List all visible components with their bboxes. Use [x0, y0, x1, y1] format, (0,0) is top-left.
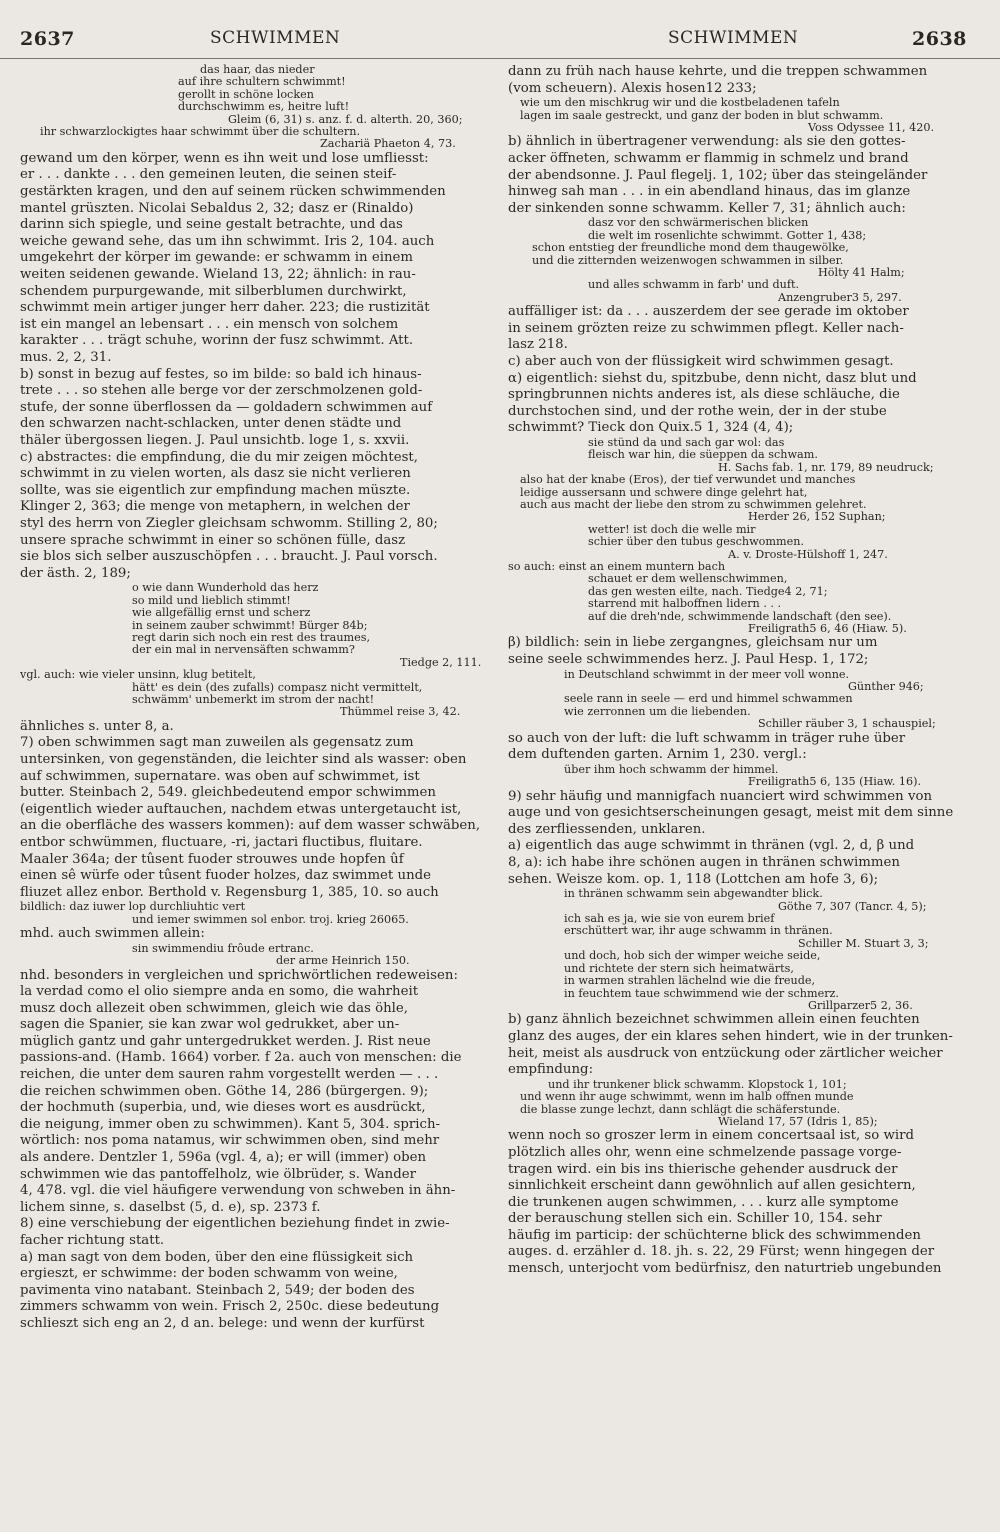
text-line: mensch, unterjocht vom bedürfnisz, den naturtrieb ungebunden — [508, 1261, 942, 1277]
text-line: nhd. besonders in vergleichen und sprichwörtlichen redeweisen: — [20, 967, 458, 983]
text-line: gestärkten kragen, und den auf seinem rücken schwimmenden — [20, 184, 446, 200]
text-line: der hochmuth (superbia, und, wie dieses wort es ausdrückt, — [20, 1100, 426, 1116]
text-line: weiten seidenen gewande. Wieland 13, 22; ähnlich: in rau- — [20, 267, 416, 282]
header-rule — [0, 58, 1000, 59]
quotation-line: und die zitternden weizenwogen schwammen in silber. — [532, 254, 844, 267]
quotation-line: Gleim (6, 31) s. anz. f. d. alterth. 20, 360; — [228, 113, 463, 126]
quotation-line: Wieland 17, 57 (Idris 1, 85); — [718, 1115, 878, 1128]
text-line: der berauschung stellen sich ein. Schiller 10, 154. sehr — [508, 1211, 882, 1227]
text-line: an die oberfläche des wassers kommen): auf dem wasser schwäben, — [20, 818, 481, 834]
text-line: schlieszt sich eng an 2, d an. belege: und wenn der kurfürst — [20, 1315, 425, 1331]
text-line: styl des herrn von Ziegler gleichsam schwomm. Stilling 2, 80; — [20, 515, 438, 531]
text-line: zimmers schwamm von wein. Frisch 2, 250c. diese bedeutung — [20, 1299, 440, 1315]
text-line: schendem purpurgewande, mit silberblumen durchwirkt, — [20, 283, 407, 299]
text-line: Klinger 2, 363; die menge von metaphern, in welchen der — [20, 499, 410, 515]
quotation-line: Tiedge 2, 111. — [400, 656, 482, 669]
quotation-line: und alles schwamm in farb' und duft. — [588, 279, 800, 292]
text-line: auf schwimmen, supernatare. was oben auf schwimmet, ist — [20, 768, 420, 784]
text-line: 9) sehr häufig und mannigfach nuanciert wird schwimmen von — [508, 788, 933, 804]
text-line: pavimenta vino natabant. Steinbach 2, 549; der boden des — [20, 1282, 415, 1298]
quotation-line: erschüttert war, ihr auge schwamm in thränen. — [564, 925, 833, 938]
quotation-line: Grillparzer5 2, 36. — [808, 999, 913, 1012]
text-line: empfindung: — [508, 1062, 594, 1078]
text-line: wörtlich: nos poma natamus, wir schwimmen oben, sind mehr — [20, 1133, 440, 1149]
text-line: der abendsonne. J. Paul flegelj. 1, 102; über das steingeländer — [508, 167, 928, 183]
text-line: ähnliches s. unter 8, a. — [20, 718, 174, 734]
quotation-line: Thümmel reise 3, 42. — [340, 706, 461, 719]
text-line: butter. Steinbach 2, 549. gleichbedeutend empor schwimmen — [20, 785, 436, 801]
text-line: auges. d. erzähler d. 18. jh. s. 22, 29 Fürst; wenn hingegen der — [508, 1244, 935, 1260]
text-line: α) eigentlich: siehst du, spitzbube, denn nicht, dasz blut und — [508, 370, 917, 386]
quotation-line: Freiligrath5 6, 46 (Hiaw. 5). — [748, 623, 907, 636]
quotation-line: in seinem zauber schwimmt! Bürger 84b; — [132, 619, 368, 632]
quotation-line: die blasse zunge lechzt, dann schlägt die schäferstunde. — [520, 1103, 841, 1116]
quotation-line: schauet er dem wellenschwimmen, — [588, 573, 788, 586]
text-line: 8) eine verschiebung der eigentlichen beziehung findet in zwie- — [20, 1216, 450, 1232]
quotation-line: Anzengruber3 5, 297. — [778, 291, 902, 304]
text-line: β) bildlich: sein in liebe zergangnes, gleichsam nur um — [508, 635, 878, 651]
text-line: häufig im particip: der schüchterne blick des schwimmenden — [508, 1227, 921, 1243]
text-line: sollte, was sie eigentlich zur empfindung machen müszte. — [20, 482, 411, 498]
quotation-line: auch aus macht der liebe den strom zu schwimmen gelehret. — [520, 499, 867, 511]
text-line: dem duftenden garten. Arnim 1, 230. vergl.: — [508, 747, 807, 763]
quotation-line: dasz vor den schwärmerischen blicken — [588, 217, 809, 230]
text-line: facher richtung statt. — [20, 1233, 165, 1248]
quotation-line: gerollt in schöne locken — [178, 88, 314, 101]
text-line: la verdad como el olio siempre anda en somo, die wahrheit — [20, 984, 419, 1000]
right-column — [508, 64, 986, 1278]
text-line: der ästh. 2, 189; — [20, 565, 131, 581]
text-line: stufe, der sonne überflossen da — goldadern schwimmen auf — [20, 399, 433, 415]
quotation-line: Schiller räuber 3, 1 schauspiel; — [758, 718, 936, 731]
text-line: seine seele schwimmendes herz. J. Paul Hesp. 1, 172; — [508, 652, 869, 668]
text-line: mhd. auch swimmen allein: — [20, 926, 205, 942]
text-line: acker öffneten, schwamm er flammig in schmelz und brand — [508, 151, 909, 166]
left-running-title: SCHWIMMEN — [210, 28, 341, 48]
quotation-line: A. v. Droste-Hülshoff 1, 247. — [728, 548, 888, 561]
text-line: den schwarzen nacht-schlacken, unter denen städte und — [20, 416, 402, 432]
text-line: passions-and. (Hamb. 1664) vorber. f 2a. auch von menschen: die — [20, 1050, 462, 1066]
quotation-line: Göthe 7, 307 (Tancr. 4, 5); — [778, 900, 927, 913]
text-line: lichem sinne, s. daselbst (5, d. e), sp. 2373 f. — [20, 1199, 321, 1215]
quotation-line: H. Sachs fab. 1, nr. 179, 89 neudruck; — [718, 461, 934, 474]
text-line: fliuzet allez enbor. Berthold v. Regensburg 1, 385, 10. so auch — [20, 884, 439, 900]
text-line: trete . . . so stehen alle berge vor der zerschmolzenen gold- — [20, 383, 423, 399]
right-page-number: 2638 — [912, 28, 967, 50]
text-line: als andere. Dentzler 1, 596a (vgl. 4, a); er will (immer) oben — [20, 1150, 427, 1166]
quotation-line: in warmen strahlen lächelnd wie die freude, — [564, 975, 816, 988]
text-line: c) abstractes: die empfindung, die du mir zeigen möchtest, — [20, 449, 418, 465]
quotation-line: hätt' es dein (des zufalls) compasz nicht vermittelt, — [132, 681, 423, 694]
quotation-line: in thränen schwamm sein abgewandter blick. — [564, 888, 823, 901]
text-line: b) ganz ähnlich bezeichnet schwimmen allein einen feuchten — [508, 1012, 920, 1028]
quotation-line: leidige aussersann und schwere dinge gelehrt hat, — [520, 486, 808, 499]
text-line: glanz des auges, der ein klares sehen hindert, wie in der trunken- — [508, 1028, 953, 1044]
quotation-line: Voss Odyssee 11, 420. — [808, 122, 935, 134]
quotation-line: über ihm hoch schwamm der himmel. — [564, 763, 779, 776]
text-line: 7) oben schwimmen sagt man zuweilen als gegensatz zum — [20, 735, 414, 751]
text-line: a) eigentlich das auge schwimmt in thränen (vgl. 2, d, β und — [508, 838, 915, 854]
text-line: sagen die Spanier, sie kan zwar wol gedrukket, aber un- — [20, 1017, 400, 1033]
text-line: wenn noch so groszer lerm in einem concertsaal ist, so wird — [508, 1128, 914, 1144]
text-line: dann zu früh nach hause kehrte, und die treppen schwammen — [508, 64, 928, 79]
quotation-line: Schiller M. Stuart 3, 3; — [798, 937, 929, 950]
quotation-line: das haar, das nieder — [200, 64, 315, 76]
text-line: Maaler 364a; der tûsent fuoder strouwes unde hopfen ûf — [20, 851, 404, 867]
quotation-line: wie zerronnen um die liebenden. — [564, 705, 751, 718]
quotation-line: bildlich: daz iuwer lop durchliuhtic vert — [20, 901, 246, 914]
text-line: umgekehrt der körper im gewande: er schwamm in einem — [20, 250, 413, 266]
quotation-line: und iemer swimmen sol enbor. troj. krieg 26065. — [132, 913, 409, 926]
quotation-line: auf die dreh'nde, schwimmende landschaft (den see). — [588, 610, 892, 623]
quotation-line: lagen im saale gestreckt, und ganz der boden in blut schwamm. — [520, 109, 884, 122]
text-line: sie blos sich selber auszuschöpfen . . . braucht. J. Paul vorsch. — [20, 549, 438, 565]
text-line: so auch von der luft: die luft schwamm in träger ruhe über — [508, 730, 906, 746]
quotation-line: ich sah es ja, wie sie von eurem brief — [564, 913, 775, 926]
quotation-line: der arme Heinrich 150. — [276, 955, 410, 968]
text-line: karakter . . . trägt schuhe, worinn der fusz schwimmt. Att. — [20, 333, 414, 349]
text-line: des zerfliessenden, unklaren. — [508, 821, 706, 837]
quotation-line: sin swimmendiu frôude ertranc. — [132, 942, 314, 955]
quotation-line: in Deutschland schwimmt in der meer voll wonne. — [564, 668, 850, 681]
text-line: b) ähnlich in übertragener verwendung: als sie den gottes- — [508, 134, 906, 150]
text-line: (eigentlich wieder auftauchen, nachdem etwas untergetaucht ist, — [20, 801, 462, 817]
text-line: untersinken, von gegenständen, die leichter sind als wasser: oben — [20, 751, 467, 767]
text-line: einen sê würfe oder tûsent fuoder holzes, daz swimmet unde — [20, 868, 432, 884]
left-column — [20, 64, 498, 1333]
quotation-line: vgl. auch: wie vieler unsinn, klug betitelt, — [20, 669, 256, 682]
quotation-line: so mild und lieblich stimmt! — [132, 594, 291, 607]
text-line: mus. 2, 2, 31. — [20, 349, 112, 365]
text-line: schwimmt mein artiger junger herr daher. 223; die rustizität — [20, 300, 430, 316]
text-line: darinn sich spiegle, und seine gestalt betrachte, und das — [20, 217, 403, 233]
text-line: (vom scheuern). Alexis hosen12 233; — [508, 80, 757, 96]
quotation-line: und wenn ihr auge schwimmt, wenn im halb offnen munde — [520, 1091, 854, 1104]
text-line: heit, meist als ausdruck von entzückung oder zärtlicher weicher — [508, 1045, 943, 1061]
quotation-line: so auch: einst an einem muntern bach — [508, 561, 726, 574]
quotation-line: schwämm' unbemerkt im strom der nacht! — [132, 693, 375, 706]
text-line: reichen, die unter dem sauren rahm vorgestellt werden — . . . — [20, 1067, 439, 1083]
quotation-line: der ein mal in nervensäften schwamm? — [132, 644, 355, 657]
text-line: sehen. Weisze kom. op. 1, 118 (Lottchen am hofe 3, 6); — [508, 871, 879, 887]
quotation-line: und richtete der stern sich heimatwärts, — [564, 962, 794, 975]
quotation-line: Freiligrath5 6, 135 (Hiaw. 16). — [748, 776, 922, 789]
quotation-line: in feuchtem taue schwimmend wie der schmerz. — [564, 987, 839, 1000]
text-line: 8, a): ich habe ihre schönen augen in thränen schwimmen — [508, 855, 900, 871]
quotation-line: auf ihre schultern schwimmt! — [178, 76, 346, 89]
quotation-line: starrend mit halboffnen lidern . . . — [588, 598, 782, 611]
quotation-line: schier über den tubus geschwommen. — [588, 536, 805, 549]
quotation-line: wie allgefällig ernst und scherz — [132, 607, 311, 620]
quotation-line: das gen westen eilte, nach. Tiedge4 2, 71; — [588, 585, 828, 598]
quotation-line: die welt im rosenlichte schwimmt. Gotter 1, 438; — [588, 229, 867, 242]
quotation-line: durchschwimm es, heitre luft! — [178, 101, 350, 114]
text-line: musz doch allezeit oben schwimmen, gleich wie das öhle, — [20, 1000, 408, 1016]
text-line: plötzlich alles ohr, wenn eine schmelzende passage vorge- — [508, 1144, 902, 1160]
text-line: a) man sagt von dem boden, über den eine flüssigkeit sich — [20, 1249, 414, 1265]
text-line: hinweg sah man . . . in ein abendland hinaus, das im glanze — [508, 184, 911, 200]
text-line: müglich gantz und gahr untergedrukket werden. J. Rist neue — [20, 1033, 431, 1049]
text-line: thäler übergossen liegen. J. Paul unsichtb. loge 1, s. xxvii. — [20, 432, 410, 448]
right-running-title: SCHWIMMEN — [668, 28, 799, 48]
text-line: gewand um den körper, wenn es ihn weit und lose umfliesst: — [20, 150, 429, 166]
text-line: schwimmen wie das pantoffelholz, wie ölbrüder, s. Wander — [20, 1166, 416, 1182]
text-line: in seinem grözten reize zu schwimmen pflegt. Keller nach- — [508, 320, 904, 336]
text-line: schwimmt? Tieck don Quix.5 1, 324 (4, 4); — [508, 420, 794, 436]
text-line: der sinkenden sonne schwamm. Keller 7, 31; ähnlich auch: — [508, 200, 906, 216]
text-line: weiche gewand sehe, das um ihn schwimmt. Iris 2, 104. auch — [20, 233, 435, 249]
quotation-line: wie um den mischkrug wir und die kostbeladenen tafeln — [520, 97, 840, 110]
text-line: schwimmt in zu vielen worten, als dasz sie nicht verlieren — [20, 466, 411, 482]
quotation-line: Hölty 41 Halm; — [818, 267, 905, 279]
quotation-line: Günther 946; — [848, 681, 924, 694]
quotation-line: sie stünd da und sach gar wol: das — [588, 436, 785, 449]
text-line: ist ein mangel an lebensart . . . ein mensch von solchem — [20, 316, 399, 332]
text-line: tragen wird. ein bis ins thierische gehender ausdruck der — [508, 1161, 898, 1177]
text-line: 4, 478. vgl. die viel häufigere verwendung von schweben in ähn- — [20, 1183, 456, 1199]
text-line: lasz 218. — [508, 337, 568, 353]
text-line: entbor schwümmen, fluctuare, -ri, jactari fluctibus, fluitare. — [20, 834, 423, 850]
text-line: auffälliger ist: da . . . auszerdem der see gerade im oktober — [508, 304, 909, 320]
text-line: ergieszt, er schwimme: der boden schwamm von weine, — [20, 1266, 398, 1282]
quotation-line: und doch, hob sich der wimper weiche seide, — [564, 950, 821, 963]
quotation-line: schon entstieg der freundliche mond dem thaugewölke, — [532, 242, 849, 255]
text-line: durchstochen sind, und der rothe wein, der in der stube — [508, 403, 887, 419]
quotation-line: Zachariä Phaeton 4, 73. — [320, 138, 456, 151]
quotation-line: o wie dann Wunderhold das herz — [132, 582, 319, 595]
text-line: er . . . dankte . . . den gemeinen leuten, die seinen steif- — [20, 167, 397, 183]
text-line: b) sonst in bezug auf festes, so im bilde: so bald ich hinaus- — [20, 366, 422, 382]
text-line: springbrunnen nichts anderes ist, als diese schläuche, die — [508, 387, 900, 403]
quotation-line: regt darin sich noch ein rest des traumes, — [132, 631, 371, 644]
quotation-line: ihr schwarzlockigtes haar schwimmt über die schultern. — [40, 126, 361, 139]
text-line: die neigung, immer oben zu schwimmen). Kant 5, 304. sprich- — [20, 1116, 440, 1132]
text-line: c) aber auch von der flüssigkeit wird schwimmen gesagt. — [508, 354, 894, 369]
left-page-number: 2637 — [20, 28, 75, 50]
text-line: auge und von gesichtserscheinungen gesagt, meist mit dem sinne — [508, 805, 954, 821]
text-line: die trunkenen augen schwimmen, . . . kurz alle symptome — [508, 1194, 899, 1210]
quotation-line: Herder 26, 152 Suphan; — [748, 511, 886, 524]
quotation-line: wetter! ist doch die welle mir — [588, 523, 756, 536]
quotation-line: und ihr trunkener blick schwamm. Klopstock 1, 101; — [548, 1078, 847, 1091]
quotation-line: also hat der knabe (Eros), der tief verwundet und manches — [520, 474, 856, 487]
quotation-line: fleisch war hin, die süeppen da schwam. — [588, 449, 818, 462]
quotation-line: seele rann in seele — erd und himmel schwammen — [564, 693, 853, 706]
text-line: sinnlichkeit erscheint dann gewöhnlich auf allen gesichtern, — [508, 1178, 916, 1194]
text-line: unsere sprache schwimmt in einer so schönen fülle, dasz — [20, 532, 406, 548]
text-line: die reichen schwimmen oben. Göthe 14, 286 (bürgergen. 9); — [20, 1083, 429, 1099]
text-line: mantel grüszten. Nicolai Sebaldus 2, 32; dasz er (Rinaldo) — [20, 200, 414, 216]
